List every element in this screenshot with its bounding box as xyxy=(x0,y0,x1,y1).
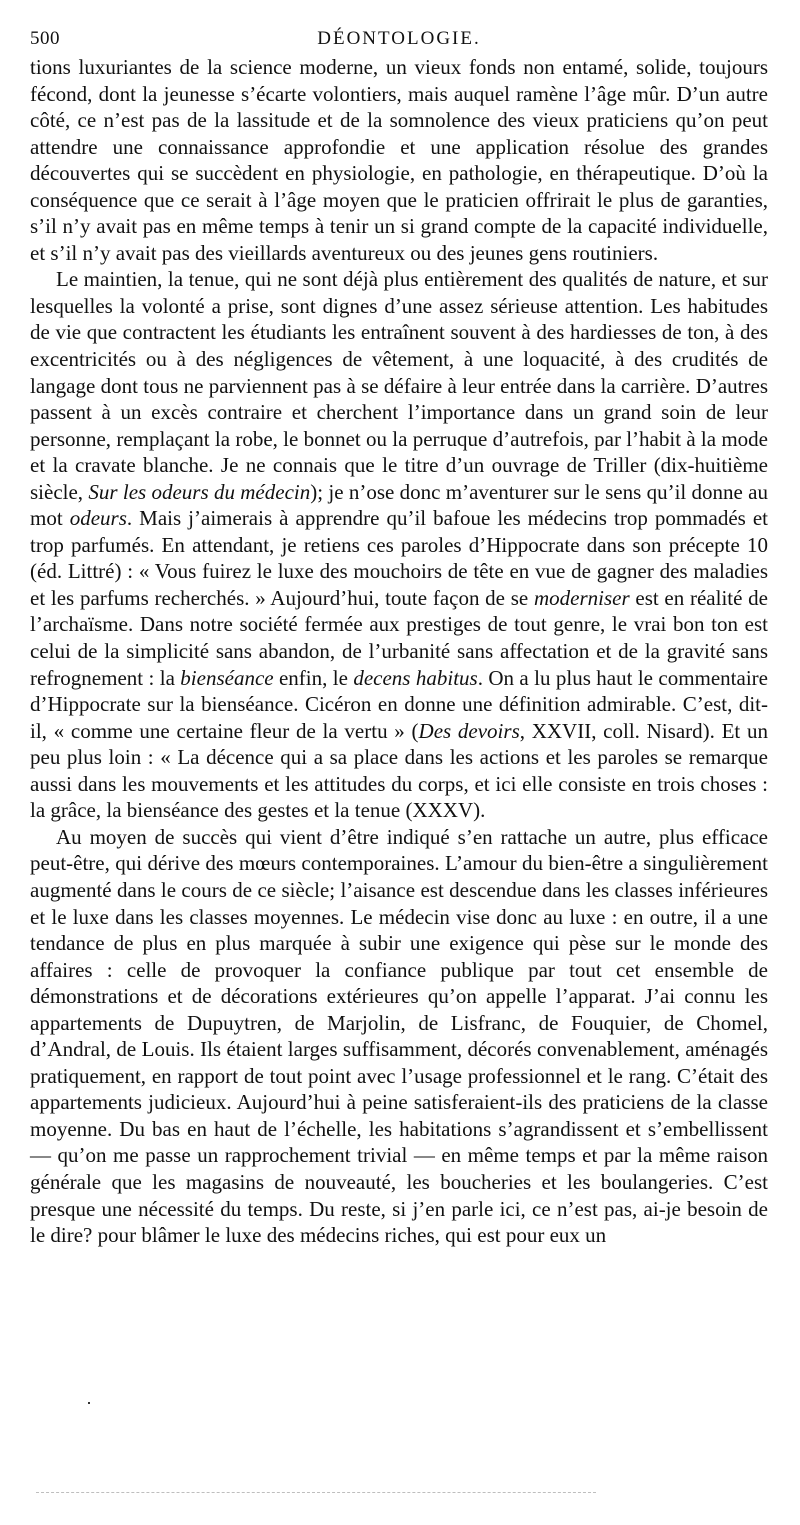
text-run: . On a lu plus haut le commentaire d’Hippocrate sur la bienséance. Cicéron en donne une définition admirable. C’est, dit-il, « comme une certaine fleur de la vertu » ( xyxy=(30,665,768,743)
text-run: ); je n’ose donc m’aventurer sur le sens qu’il donne au mot xyxy=(30,479,768,531)
text-run: Au moyen de succès qui vient d’être indiqué s’en rattache un autre, plus efficace peut-être, qui dérive des mœurs contemporaines. L’amour du bien-être a singulièrement augmenté dans le cours de ce siècle; l’aisance est descendue dans les classes inférieures et le luxe dans les classes moyennes. Le médecin vise donc au luxe : en outre, il a une tendance de plus en plus marquée à subir une exigence qui pèse sur le monde des affaires : celle de provoquer la confiance publique par tout cet ensemble de démonstrations et de décorations extérieures qu’on appelle l’apparat. J’ai connu les appartements de Dupuytren, de Marjolin, de Lisfranc, de Fouquier, de Chomel, d’Andral, de Louis. Ils étaient larges suffisamment, décorés convenablement, aménagés pratiquement, en rapport de tout point avec l’usage professionnel et le rang. C’était des appartements judicieux. Aujourd’hui à peine satisferaient-ils des praticiens de la classe moyenne. Du bas en haut de l’échelle, les habitations s’agrandissent et s’embellissent — qu’on me passe un rapprochement trivial — en même temps et par la même raison générale que les magasins de nouveauté, les boucheries et les boulangeries. C’est presque une nécessité du temps. Du reste, si j’en parle ici, ce n’est pas, ai-je besoin de le dire? pour blâmer le luxe des médecins riches, qui est pour eux un xyxy=(30,824,768,1248)
italic-text-run: moderniser xyxy=(533,585,630,610)
page-number: 500 xyxy=(30,28,60,49)
paragraph-continuation xyxy=(30,54,768,266)
text-run: tions luxuriantes de la science moderne, un vieux fonds non entamé, solide, toujours fécond, dont la jeunesse s’écarte volontiers, mais auquel ramène l’âge mûr. D’un autre côté, ce n’est pas de la lassitude et de la somnolence des vieux praticiens qu’on peut attendre une connaissance approfondie et une application résolue des grandes découvertes qui se succèdent en physiologie, en pathologie, en thérapeutique. D’où la conséquence que ce serait à l’âge moyen que le praticien offrirait le plus de garanties, s’il n’y avait pas en même temps à tenir un si grand compte de la capacité individuelle, et s’il n’y avait pas des vieillards aventureux ou des jeunes gens routiniers. xyxy=(30,55,768,265)
italic-text-run: decens habitus xyxy=(353,665,478,690)
paragraph-luxe xyxy=(30,824,768,1249)
text-run: Le maintien, la tenue, qui ne sont déjà plus entièrement des qualités de nature, et sur lesquelles la volonté a prise, sont dignes d’une assez sérieuse attention. Les habitudes de vie que contractent les étudiants les entraînent souvent à des hardiesses de ton, à des excentricités ou à des négligences de vêtement, à une loquacité, à des crudités de langage dont tous ne parviennent pas à se défaire à leur entrée dans la carrière. D’autres passent à un excès contraire et cherchent l’importance dans un grand soin de leur personne, remplaçant la robe, le bonnet ou la perruque d’autrefois, par l’habit à la mode et la cravate blanche. Je ne connais que le titre d’un ouvrage de Triller (dix-huitième siècle, xyxy=(30,267,768,504)
italic-text-run: bienséance xyxy=(180,665,274,690)
bottom-print-artifact xyxy=(36,1492,596,1493)
print-speck xyxy=(88,1402,90,1404)
italic-text-run: Sur les odeurs du médecin xyxy=(88,479,311,504)
text-run: enfin, le xyxy=(273,665,354,690)
italic-text-run: Des devoirs xyxy=(418,718,520,743)
running-title: DÉONTOLOGIE. xyxy=(317,28,481,49)
running-head xyxy=(30,24,768,54)
text-run: , XXVII, coll. Nisard). Et un peu plus loin : « La décence qui a sa place dans les actions et les paroles se remarque aussi dans les mouvements et les attitudes du corps, et ici elle consiste en trois choses : la grâce, la bienséance des gestes et la tenue (XXXV). xyxy=(30,718,768,823)
text-run: . Mais j’aimerais à apprendre qu’il bafoue les médecins trop pommadés et trop parfumés. En attendant, je retiens ces paroles d’Hippocrate dans son précepte 10 (éd. Littré) : « Vous fuirez le luxe des mouchoirs de tête en vue de gagner des maladies et les parfums recherchés. » Aujourd’hui, toute façon de se xyxy=(30,506,769,610)
book-page xyxy=(30,24,768,1249)
paragraph-maintien xyxy=(30,266,768,823)
text-run: est en réalité de l’archaïsme. Dans notre société fermée aux prestiges de tout genre, le vrai bon ton est celui de la simplicité sans abandon, de l’urbanité sans affectation et de la gravité sans refrognement : la xyxy=(30,585,768,690)
italic-text-run: odeurs xyxy=(69,506,127,531)
